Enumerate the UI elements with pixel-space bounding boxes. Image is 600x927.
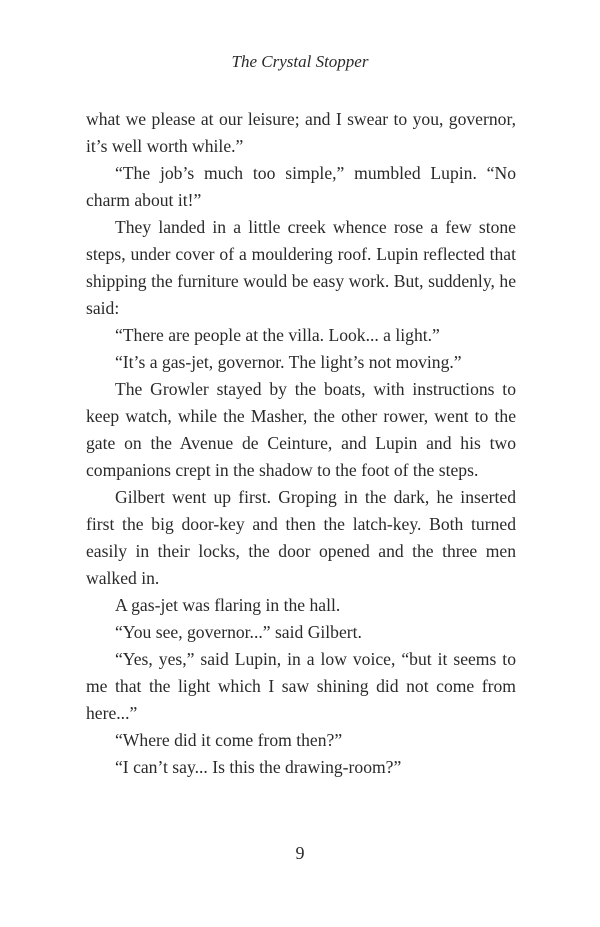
page-number: 9	[295, 843, 305, 863]
paragraph: “Yes, yes,” said Lupin, in a low voice, “but it seems to me that the light which I saw shining did not come from here...”	[86, 649, 516, 723]
paragraph: They landed in a little creek whence rose a few stone steps, under cover of a mouldering roof. Lupin reflected that shipping the furniture would be easy work. But, suddenly, he said:	[86, 217, 516, 318]
paragraph: “It’s a gas-jet, governor. The light’s not moving.”	[115, 352, 462, 372]
running-header-title: The Crystal Stopper	[231, 52, 369, 71]
paragraph: “There are people at the villa. Look... a light.”	[115, 325, 440, 345]
paragraph: what we please at our leisure; and I swear to you, governor, it’s well worth while.”	[86, 109, 516, 156]
paragraph: “You see, governor...” said Gilbert.	[115, 622, 362, 642]
paragraph: A gas-jet was flaring in the hall.	[115, 595, 341, 615]
body-text	[86, 106, 516, 781]
paragraph: “The job’s much too simple,” mumbled Lupin. “No charm about it!”	[86, 163, 516, 210]
paragraph: “Where did it come from then?”	[115, 730, 343, 750]
paragraph: Gilbert went up first. Groping in the dark, he inserted first the big door-key and then the latch-key. Both turned easily in their locks, the door opened and the three men walked in.	[86, 487, 516, 588]
paragraph: The Growler stayed by the boats, with instructions to keep watch, while the Masher, the other rower, went to the gate on the Avenue de Ceinture, and Lupin and his two companions crept in the shadow to the foot of the steps.	[86, 379, 516, 480]
paragraph: “I can’t say... Is this the drawing-room?”	[115, 757, 402, 777]
